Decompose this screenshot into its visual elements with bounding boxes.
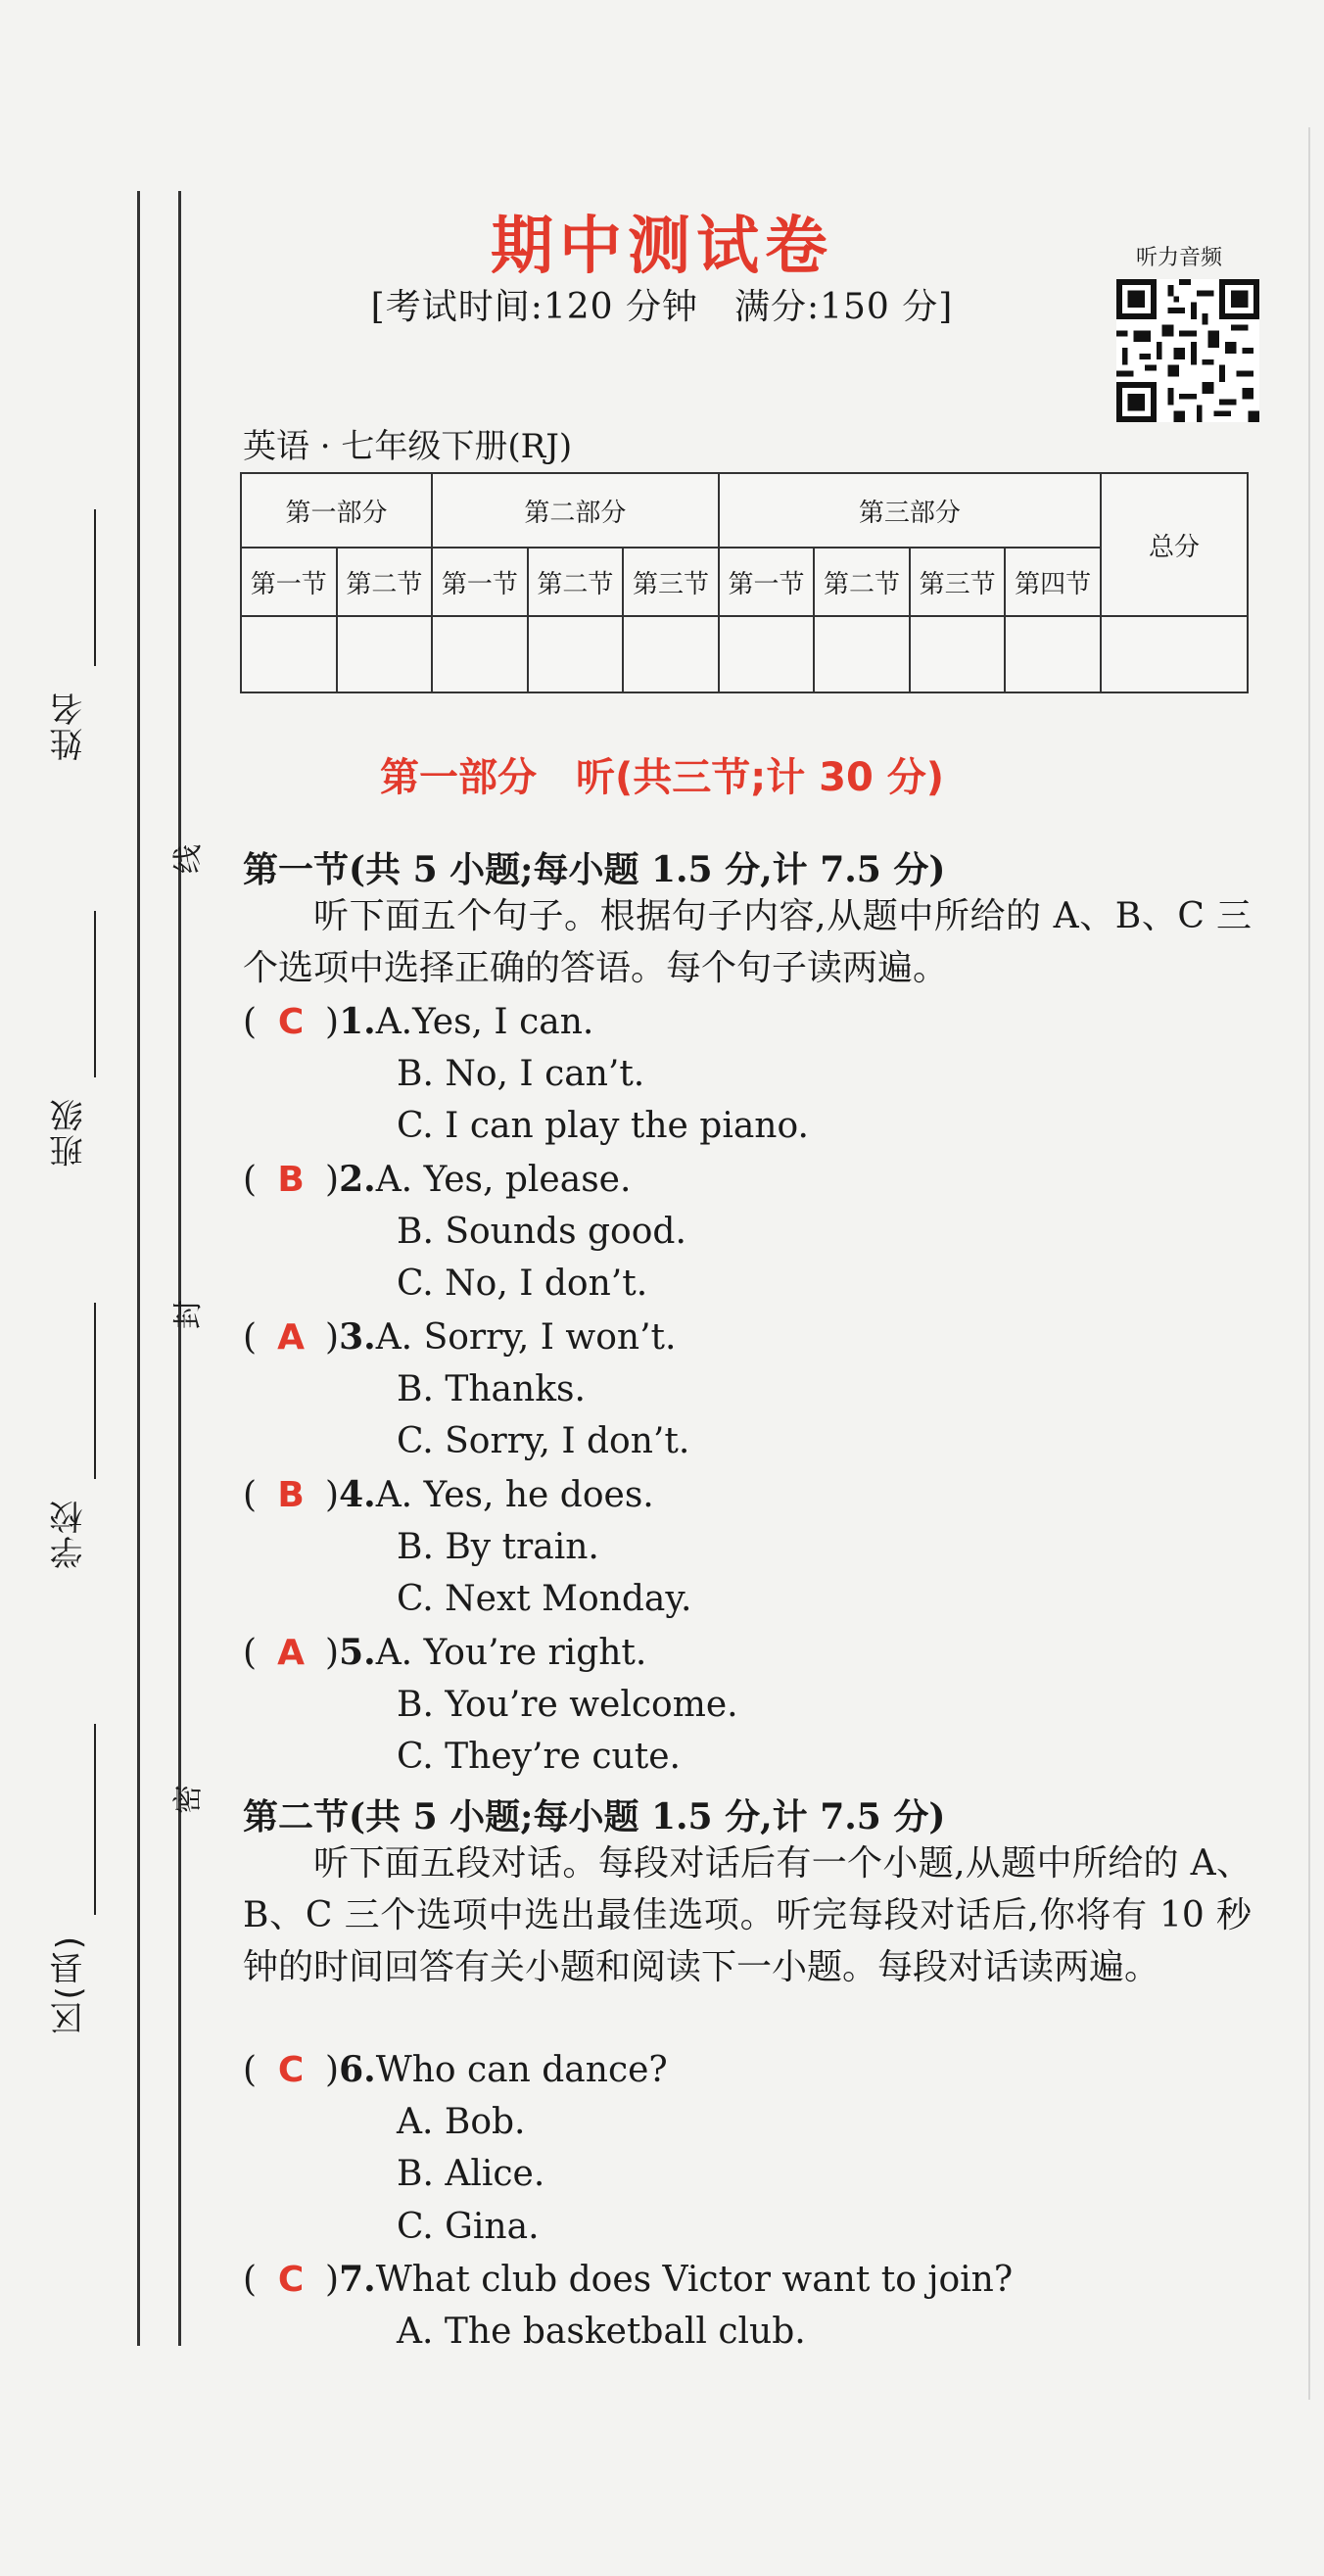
answer-mark[interactable]: C [277,2050,305,2090]
table-header-total: 总分 [1101,473,1248,616]
table-section: 第一节 [719,548,815,616]
question-number: 6. [339,2049,376,2090]
option: C. Gina. [397,2206,540,2247]
table-header-part3: 第三部分 [719,473,1101,548]
bracket-close: ) [325,1633,340,1673]
question-stem: A. Sorry, I won’t. [375,1317,677,1358]
district-label: 区(县) [50,1934,89,2035]
bracket-close: ) [325,2260,340,2300]
bracket-close: ) [325,1317,340,1358]
qr-code-icon[interactable] [1116,279,1259,422]
question-number: 4. [339,1474,376,1515]
table-section: 第二节 [814,548,910,616]
score-cell[interactable] [337,616,433,692]
binding-line-inner [178,191,181,2346]
option: C. They’re cute. [397,1737,681,1778]
bracket-open: ( [243,1317,258,1358]
score-table [240,472,1249,693]
question-number: 7. [339,2259,376,2300]
section2-instructions: 听下面五段对话。每段对话后有一个小题,从题中所给的 A、B、C 三个选项中选出最佳选项。听完每段对话后,你将有 10 秒钟的时间回答有关小题和阅读下一小题。每段对话读两遍。 [243,1843,1252,1987]
question-2 [243,1159,631,1200]
question-4 [243,1474,654,1515]
question-3 [243,1316,676,1358]
school-label: 学校 [50,1499,89,1569]
question-stem: A.Yes, I can. [375,1002,594,1042]
subject-line: 英语 · 七年级下册(RJ) [243,427,573,466]
table-section: 第三节 [910,548,1006,616]
qr-label: 听力音频 [1136,246,1223,270]
score-cell[interactable] [241,616,337,692]
answer-mark[interactable]: B [277,1475,305,1515]
question-1 [243,1001,593,1042]
question-number: 3. [339,1316,376,1358]
part1-heading: 第一部分 听(共三节;计 30 分) [379,755,945,800]
answer-mark[interactable]: C [277,2260,305,2300]
score-cell[interactable] [432,616,528,692]
bracket-open: ( [243,1160,258,1200]
score-cell[interactable] [719,616,815,692]
bracket-open: ( [243,1633,258,1673]
question-number: 5. [339,1632,376,1673]
score-cell[interactable] [623,616,719,692]
option: C. Sorry, I don’t. [397,1421,690,1462]
table-header-part1: 第一部分 [241,473,432,548]
class-blank[interactable] [94,911,96,1077]
bracket-open: ( [243,2050,258,2090]
bracket-close: ) [325,1002,340,1042]
answer-mark[interactable]: B [277,1160,305,1200]
bind-char-line: 线 [171,844,206,874]
question-number: 1. [339,1001,376,1042]
question-number: 2. [339,1159,376,1200]
option: B. By train. [397,1526,599,1567]
question-stem: Who can dance? [375,2050,668,2090]
question-5 [243,1632,646,1673]
option: B. Sounds good. [397,1211,686,1252]
bracket-close: ) [325,1475,340,1515]
table-section: 第一节 [241,548,337,616]
exam-info: [考试时间:120 分钟 满分:150 分] [370,287,954,327]
name-blank[interactable] [94,509,96,666]
bracket-close: ) [325,1160,340,1200]
answer-mark[interactable]: C [277,1002,305,1042]
score-cell[interactable] [1101,616,1248,692]
table-section: 第一节 [432,548,528,616]
answer-mark[interactable]: A [277,1633,305,1673]
table-section: 第二节 [528,548,624,616]
question-stem: A. You’re right. [375,1633,647,1673]
option: A. Bob. [397,2101,526,2142]
option: B. No, I can’t. [397,1053,645,1094]
name-label: 姓名 [50,691,89,761]
section2-title: 第二节(共 5 小题;每小题 1.5 分,计 7.5 分) [243,1796,946,1837]
bind-char-secret: 密 [171,1785,206,1814]
answer-mark[interactable]: A [277,1317,305,1358]
option: B. You’re welcome. [397,1684,738,1725]
table-section: 第四节 [1005,548,1101,616]
bracket-open: ( [243,2260,258,2300]
option: B. Alice. [397,2154,545,2195]
score-cell[interactable] [814,616,910,692]
bracket-open: ( [243,1002,258,1042]
option: B. Thanks. [397,1368,586,1409]
option: C. No, I don’t. [397,1264,648,1305]
page-edge-line [1308,127,1310,2400]
question-7 [243,2259,1013,2300]
class-label: 班级 [50,1097,89,1168]
table-section: 第二节 [337,548,433,616]
school-blank[interactable] [94,1303,96,1479]
score-cell[interactable] [910,616,1006,692]
section1-instructions: 听下面五个句子。根据句子内容,从题中所给的 A、B、C 三个选项中选择正确的答语。每个句子读两遍。 [243,896,1252,988]
binding-line-outer [137,191,140,2346]
question-6 [243,2049,668,2090]
score-cell[interactable] [1005,616,1101,692]
table-header-part2: 第二部分 [432,473,719,548]
question-stem: A. Yes, please. [375,1160,632,1200]
option: C. I can play the piano. [397,1106,809,1147]
question-stem: A. Yes, he does. [375,1475,654,1515]
bind-char-seal: 封 [171,1300,206,1329]
exam-title: 期中测试卷 [491,211,833,283]
bracket-open: ( [243,1475,258,1515]
bracket-close: ) [325,2050,340,2090]
option: A. The basketball club. [397,2311,806,2352]
question-stem: What club does Victor want to join? [375,2260,1014,2300]
table-section: 第三节 [623,548,719,616]
section1-title: 第一节(共 5 小题;每小题 1.5 分,计 7.5 分) [243,849,946,890]
district-blank[interactable] [94,1724,96,1915]
option: C. Next Monday. [397,1579,692,1620]
score-cell[interactable] [528,616,624,692]
